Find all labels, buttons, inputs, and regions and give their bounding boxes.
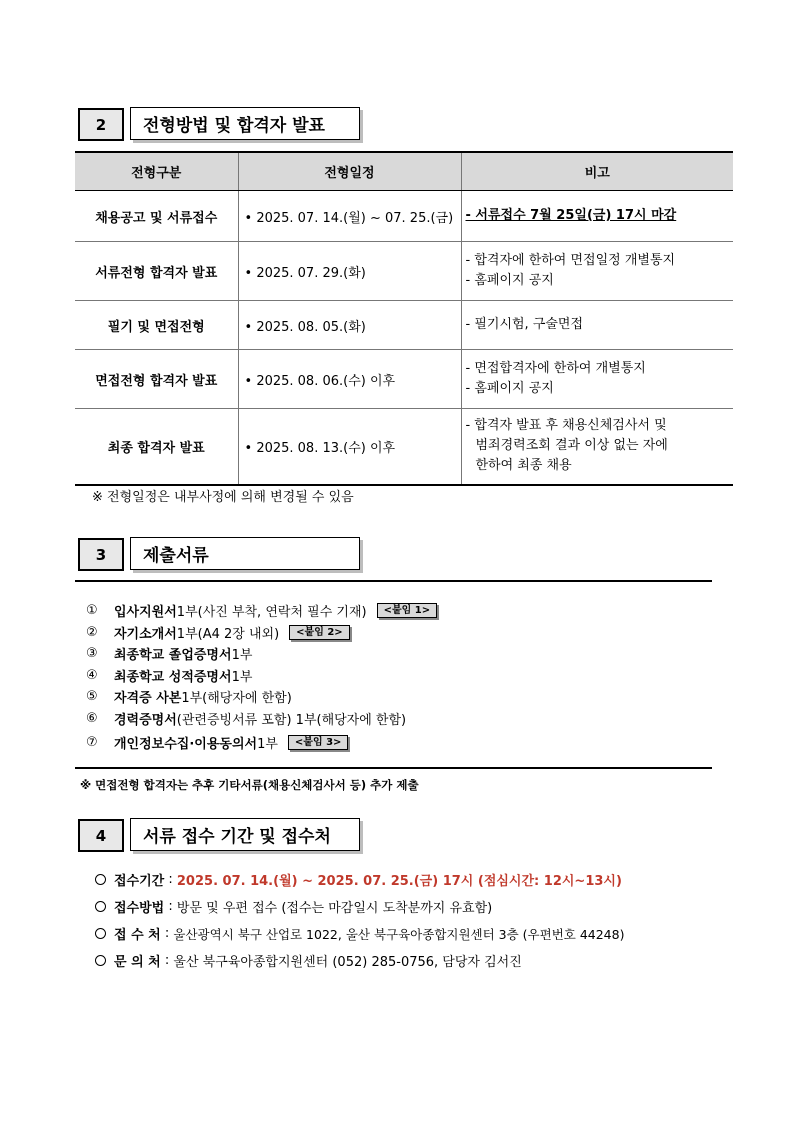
section-2-number: 2 <box>78 108 124 141</box>
note-line: 범죄경력조회 결과 이상 없는 자에 <box>475 438 668 454</box>
deadline-note: - 서류접수 7월 25일(금) 17시 마감 <box>465 208 677 223</box>
date-text: 2025. 08. 06.(수) 이후 <box>256 373 396 389</box>
section-3-footnote: ※ 면접전형 합격자는 추후 기타서류(채용신체검사서 등) 추가 제출 <box>80 778 419 792</box>
header-date: 전형일정 <box>238 152 461 191</box>
document-name: 개인정보수집·이용동의서 <box>114 736 258 752</box>
item-number: ④ <box>86 667 98 683</box>
divider <box>75 767 712 769</box>
document-name: 입사지원서 <box>114 605 177 621</box>
date-cell: • 2025. 07. 29.(화) <box>238 242 461 301</box>
note-cell <box>461 242 733 301</box>
date-text: 2025. 07. 29.(화) <box>256 265 366 281</box>
stage-cell: 서류전형 합격자 발표 <box>75 242 238 301</box>
document-detail: 1부 <box>257 736 278 752</box>
note-line: - 면접합격자에 한하여 개별통지 <box>465 361 646 376</box>
document-detail: 1부(사진 부착, 연락처 필수 기재) <box>176 605 367 621</box>
note-line: - 합격자 발표 후 채용신체검사서 및 <box>465 418 667 434</box>
document-name: 최종학교 성적증명서 <box>114 669 232 685</box>
note-cell <box>461 301 733 350</box>
note-line: 한하여 최종 채용 <box>475 458 572 474</box>
stage-cell: 필기 및 면접전형 <box>75 301 238 350</box>
document-detail: 1부 <box>231 648 253 664</box>
item-number: ⑦ <box>86 734 98 750</box>
info-row <box>95 951 522 970</box>
section-3-number: 3 <box>78 538 124 571</box>
note-line: - 홈페이지 공지 <box>465 273 554 288</box>
info-label: 문 의 처 <box>114 955 161 970</box>
document-detail: 1부(해당자에 한함) <box>181 691 292 707</box>
info-row <box>95 897 492 916</box>
info-value: 방문 및 우편 접수 (접수는 마감일시 도착분까지 유효함) <box>176 901 493 916</box>
note-cell <box>461 350 733 409</box>
schedule-table <box>75 151 733 486</box>
item-number: ⑤ <box>86 689 98 705</box>
document-name: 자격증 사본 <box>114 691 182 707</box>
info-row <box>95 870 622 889</box>
attachment-tag: <붙임 1> <box>377 603 438 618</box>
date-cell: • 2025. 08. 13.(수) 이후 <box>238 409 461 485</box>
header-stage: 전형구분 <box>75 152 238 191</box>
circle-bullet-icon <box>95 955 106 966</box>
info-label: 접수기간 <box>114 874 165 889</box>
document-name: 경력증명서 <box>114 712 177 728</box>
info-label: 접 수 처 <box>114 928 161 943</box>
note-cell <box>461 409 733 485</box>
info-separator: : <box>160 926 174 941</box>
table-row <box>75 191 733 242</box>
item-number: ⑥ <box>86 710 98 726</box>
info-separator: : <box>164 899 177 914</box>
info-separator: : <box>164 872 177 887</box>
date-text: 2025. 08. 13.(수) 이후 <box>256 440 396 456</box>
note-line: - 홈페이지 공지 <box>465 381 554 396</box>
table-row <box>75 301 733 350</box>
document-detail: 1부(A4 2장 내외) <box>176 626 280 642</box>
document-list <box>86 600 437 755</box>
circle-bullet-icon <box>95 928 106 939</box>
stage-cell: 면접전형 합격자 발표 <box>75 350 238 409</box>
divider <box>75 580 712 582</box>
list-item <box>86 729 437 755</box>
stage-cell: 최종 합격자 발표 <box>75 409 238 485</box>
info-label: 접수방법 <box>114 901 165 916</box>
note-line: - 합격자에 한하여 면접일정 개별통지 <box>465 253 676 268</box>
circle-bullet-icon <box>95 874 106 885</box>
list-item <box>86 708 437 730</box>
schedule-header-row <box>75 152 733 191</box>
item-number: ② <box>86 624 98 640</box>
schedule-note: ※ 전형일정은 내부사정에 의해 변경될 수 있음 <box>92 490 354 505</box>
info-row <box>95 924 624 943</box>
item-number: ③ <box>86 646 98 662</box>
note-cell <box>461 191 733 242</box>
list-item <box>86 665 437 687</box>
note-line: - 필기시험, 구술면접 <box>465 317 584 332</box>
section-4-number: 4 <box>78 819 124 852</box>
date-cell: • 2025. 08. 05.(화) <box>238 301 461 350</box>
section-4-title: 서류 접수 기간 및 접수처 <box>130 818 360 851</box>
header-notes: 비고 <box>461 152 733 191</box>
document-detail: (관련증빙서류 포함) 1부(해당자에 한함) <box>176 712 407 728</box>
list-item <box>86 686 437 708</box>
table-row <box>75 242 733 301</box>
document-detail: 1부 <box>231 669 253 685</box>
table-row <box>75 350 733 409</box>
info-separator: : <box>160 953 174 968</box>
list-item <box>86 622 437 644</box>
date-text: 2025. 08. 05.(화) <box>256 319 366 335</box>
document-name: 최종학교 졸업증명서 <box>114 648 232 664</box>
table-row <box>75 409 733 485</box>
date-text: 2025. 07. 14.(월) ~ 07. 25.(금) <box>256 210 454 226</box>
attachment-tag: <붙임 2> <box>289 625 350 640</box>
circle-bullet-icon <box>95 901 106 912</box>
stage-cell: 채용공고 및 서류접수 <box>75 191 238 242</box>
item-number: ① <box>86 603 98 619</box>
document-name: 자기소개서 <box>114 626 177 642</box>
section-2-title: 전형방법 및 합격자 발표 <box>130 107 360 140</box>
list-item <box>86 643 437 665</box>
date-cell: • 2025. 08. 06.(수) 이후 <box>238 350 461 409</box>
info-value: 울산 북구육아종합지원센터 (052) 285-0756, 담당자 김서진 <box>173 955 522 970</box>
info-value: 2025. 07. 14.(월) ~ 2025. 07. 25.(금) 17시 (점심시간: 12시~13시) <box>176 874 622 889</box>
section-3-title: 제출서류 <box>130 537 360 570</box>
date-cell: • 2025. 07. 14.(월) ~ 07. 25.(금) <box>238 191 461 242</box>
list-item <box>86 600 437 622</box>
attachment-tag: <붙임 3> <box>288 735 349 750</box>
info-value: 울산광역시 북구 산업로 1022, 울산 북구육아종합지원센터 3층 (우편번호 44248) <box>173 926 625 942</box>
